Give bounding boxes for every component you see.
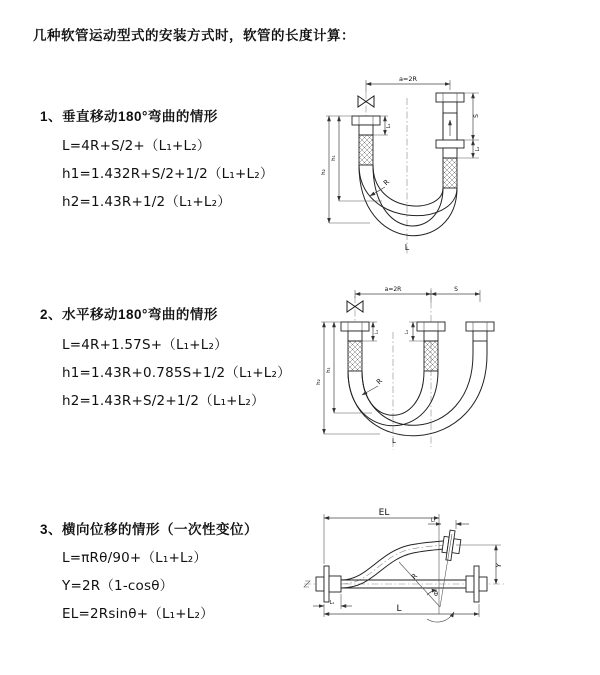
dim-label-h1: h₁ bbox=[331, 155, 337, 161]
left-pipe-fitting bbox=[341, 322, 369, 371]
dim-label-l: L bbox=[396, 604, 402, 614]
section-3-formula-EL: EL=2Rsinθ+（L₁+L₂） bbox=[62, 606, 214, 622]
section-2-formula-h1: h1=1.43R+0.785S+1/2（L₁+L₂） bbox=[62, 365, 291, 381]
dim-label-l1: L₁ bbox=[329, 600, 335, 606]
dim-label-r: R bbox=[375, 377, 385, 387]
section-2-heading: 2、水平移动180°弯曲的情形 bbox=[40, 307, 218, 322]
braided-section bbox=[443, 158, 457, 188]
dim-label-y: Y bbox=[494, 562, 504, 569]
right-pipe-fitting bbox=[436, 93, 464, 188]
lower-right-flange bbox=[466, 566, 487, 602]
dim-label-l: L bbox=[392, 437, 396, 445]
dim-label-h2: h₂ bbox=[316, 379, 322, 385]
dim-label-el: EL bbox=[378, 508, 390, 518]
diagram-lateral-displacement bbox=[296, 504, 600, 646]
braided-section bbox=[359, 135, 373, 165]
dimensions bbox=[316, 286, 480, 445]
middle-pipe-fitting bbox=[417, 322, 445, 371]
left-flange bbox=[316, 566, 341, 602]
right-pipe-fitting bbox=[466, 322, 494, 354]
section-1-formula-h1: h1=1.432R+S/2+1/2（L₁+L₂） bbox=[62, 166, 274, 182]
hose-U-curves bbox=[348, 354, 487, 436]
dim-label-h1: h₁ bbox=[326, 367, 332, 373]
dim-label-l2: L₂ bbox=[430, 517, 436, 524]
dim-label-a2r: a=2R bbox=[398, 75, 418, 83]
braided-section bbox=[424, 341, 438, 371]
section-2-formula-L: L=4R+1.57S+（L₁+L₂） bbox=[62, 337, 228, 353]
section-2-formula-h2: h2=1.43R+S/2+1/2（L₁+L₂） bbox=[62, 393, 265, 409]
section-1-formula-L: L=4R+S/2+（L₁+L₂） bbox=[62, 138, 211, 154]
left-pipe-fitting bbox=[352, 116, 380, 165]
dim-label-s: S bbox=[454, 286, 458, 293]
dim-label-a2r: a=2R bbox=[384, 286, 402, 293]
dim-label-r: R bbox=[382, 178, 392, 188]
dim-label-h2: h₂ bbox=[321, 169, 327, 175]
braided-section bbox=[348, 341, 362, 371]
diagram-horizontal-180-bend bbox=[310, 282, 600, 460]
dim-label-s: S bbox=[473, 114, 480, 118]
section-1-heading: 1、垂直移动180°弯曲的情形 bbox=[40, 109, 218, 124]
upper-right-flange bbox=[441, 529, 462, 561]
diagram-vertical-180-bend bbox=[312, 70, 584, 262]
dim-label-l1: L₁ bbox=[386, 123, 392, 129]
dim-label-l2: L₂ bbox=[405, 329, 410, 335]
angle-label-theta: θ bbox=[434, 590, 438, 598]
dim-label-l1: L₁ bbox=[375, 329, 380, 335]
section-1-formula-h2: h2=1.43R+1/2（L₁+L₂） bbox=[62, 194, 231, 210]
dim-label-r: R bbox=[409, 572, 420, 582]
section-3-formula-L: L=πRθ/90+（L₁+L₂） bbox=[62, 550, 208, 566]
hose-U-curves bbox=[359, 165, 457, 236]
dim-label-l2: L₂ bbox=[475, 146, 481, 152]
section-3-heading: 3、横向位移的情形（一次性变位） bbox=[40, 522, 259, 537]
section-3-formula-Y: Y=2R（1-cosθ） bbox=[62, 578, 174, 594]
page-title: 几种软管运动型式的安装方式时，软管的长度计算： bbox=[33, 28, 355, 43]
dim-label-l: L bbox=[404, 243, 410, 252]
